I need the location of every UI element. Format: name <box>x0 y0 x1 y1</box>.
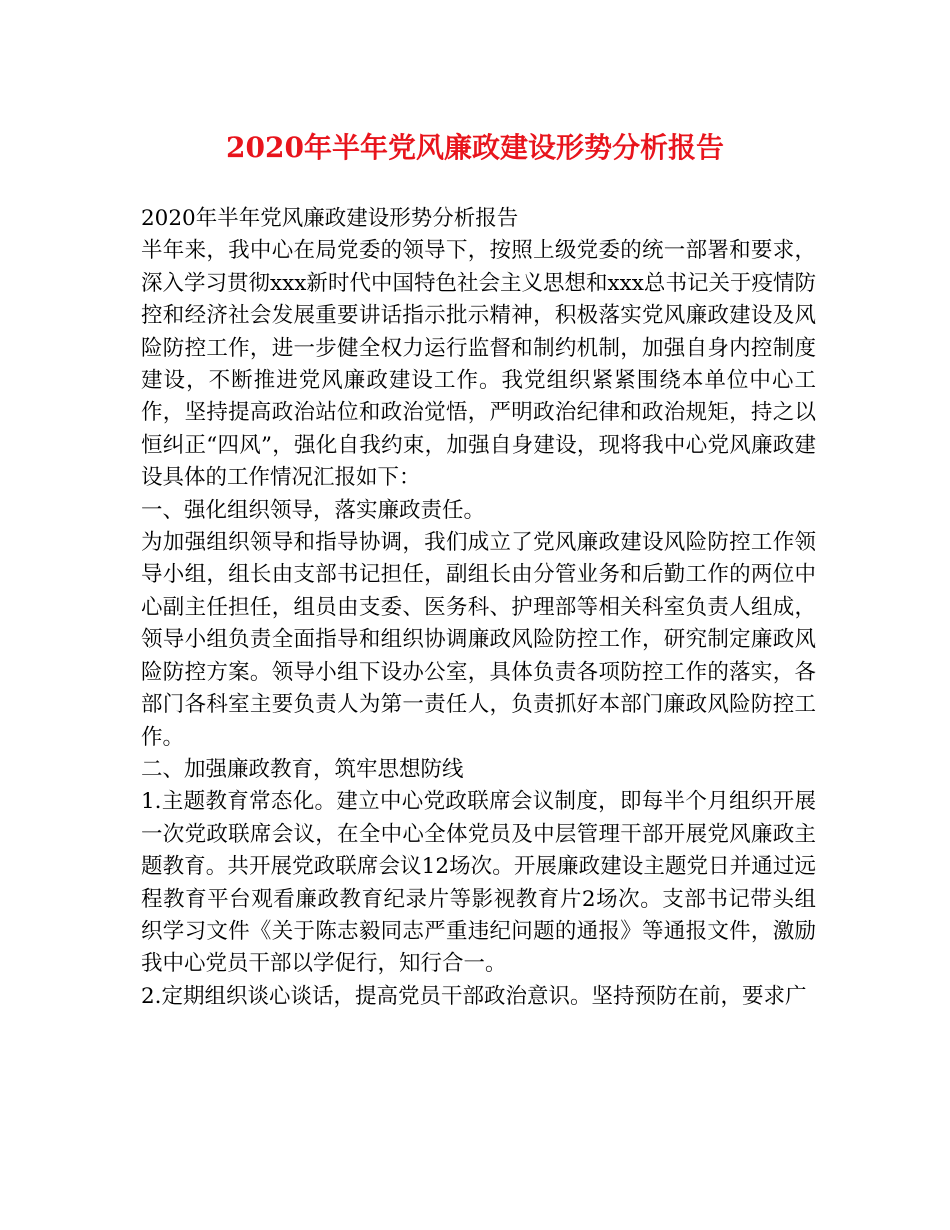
section-heading-2: 二、加强廉政教育，筑牢思想防线 <box>141 756 464 782</box>
item-1-paragraph: 1.主题教育常态化。建立中心党政联席会议制度，即每半个月组织开展一次党政联席会议，在全中心全体党员及中层管理干部开展党风廉政主题教育。共开展党政联席会议12场次。开展廉政建设主题党日并通过远程教育平台观看廉政教育纪录片等影视教育片2场次。支部书记带头组织学习文件《关于陈志毅同志严重违纪问题的通报》等通报文件，激励我中心党员干部以学促行，知行合一。 <box>141 789 816 977</box>
document-title: 2020年半年党风廉政建设形势分析报告 <box>226 131 724 164</box>
document-body <box>141 203 816 1013</box>
section-heading-1: 一、强化组织领导，落实廉政责任。 <box>141 497 486 523</box>
item-2-paragraph: 2.定期组织谈心谈话，提高党员干部政治意识。坚持预防在前，要求广 <box>141 983 807 1009</box>
section-1-paragraph: 为加强组织领导和指导协调，我们成立了党风廉政建设风险防控工作领导小组，组长由支部书记担任，副组长由分管业务和后勤工作的两位中心副主任担任，组员由支委、医务科、护理部等相关科室负责人组成，领导小组负责全面指导和组织协调廉政风险防控工作，研究制定廉政风险防控方案。领导小组下设办公室，具体负责各项防控工作的落实，各部门各科室主要负责人为第一责任人，负责抓好本部门廉政风险防控工作。 <box>141 530 816 750</box>
subtitle-line: 2020年半年党风廉政建设形势分析报告 <box>141 206 519 231</box>
intro-paragraph: 半年来，我中心在局党委的领导下，按照上级党委的统一部署和要求，深入学习贯彻xxx新时代中国特色社会主义思想和xxx总书记关于疫情防控和经济社会发展重要讲话指示批示精神，积极落实党风廉政建设及风险防控工作，进一步健全权力运行监督和制约机制，加强自身内控制度建设，不断推进党风廉政建设工作。我党组织紧紧围绕本单位中心工作，坚持提高政治站位和政治觉悟，严明政治纪律和政治规矩，持之以恒纠正“四风”，强化自我约束，加强自身建设，现将我中心党风廉政建设具体的工作情况汇报如下： <box>141 238 816 491</box>
